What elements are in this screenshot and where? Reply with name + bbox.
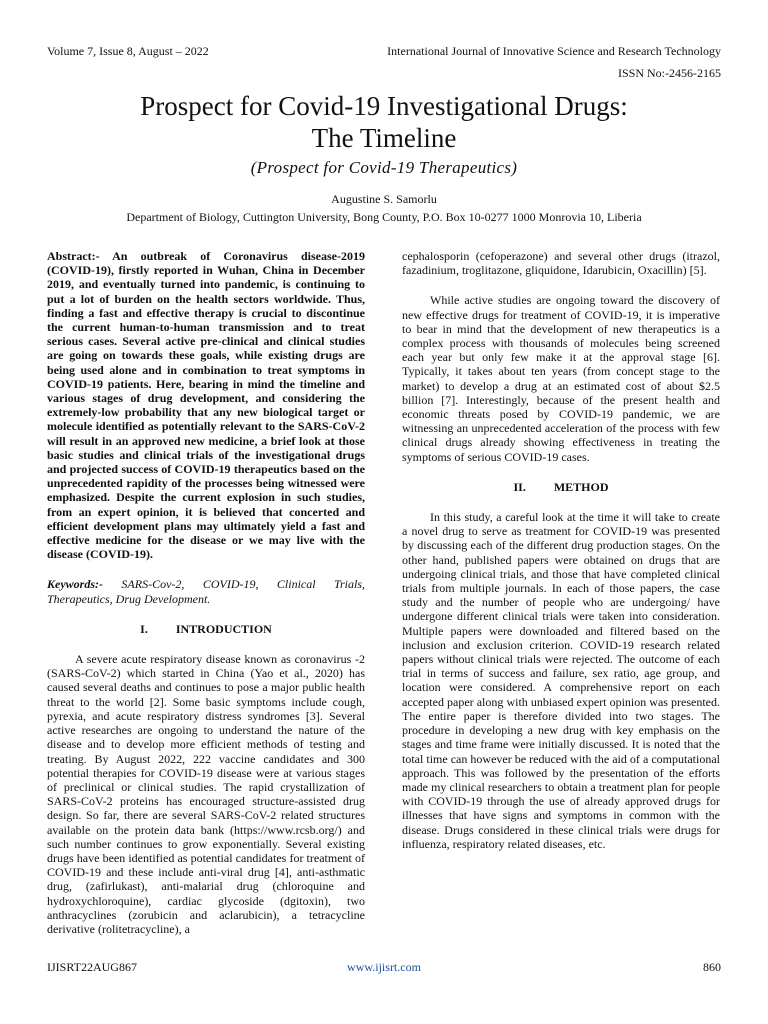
author-affiliation: Department of Biology, Cuttington University, Bong County, P.O. Box 10-0277 1000 Monrovia 10, Liberia bbox=[126, 210, 642, 224]
introduction-paragraph: A severe acute respiratory disease known as coronavirus -2 (SARS-CoV-2) which started in China (Yao et al., 2020) has caused several deaths and continues to pose a major public health threat to the world [2]. Some basic symptoms include cough, pyrexia, and acute respiratory distress syndromes [3]. Several active researches are ongoing to understand the nature of the disease and to develop more efficient methods of testing and treating. By August 2022, 222 vaccine candidates and 300 potential therapies for COVID-19 disease were at various stages of preclinical or clinical studies. The rapid crystallization of SARS-CoV-2 proteins has encouraged structure-assisted drug design. So far, there are several SARS-CoV-2 related structures available on the protein data bank (https://www.rcsb.org/) and such number continues to grow exponentially. Several existing drugs have been identified as potential candidates for treatment of COVID-19 and these include anti-viral drug [4], anti-asthmatic drug, (zafirlukast), anti-malarial drug (chloroquine and hydroxychloroquine), cardiac glycoside (dgitoxin), two anthracyclines (zorubicin and aclarubicin), a tetracycline derivative (rolitetracycline), a bbox=[47, 652, 365, 936]
paper-title bbox=[40, 90, 728, 154]
introduction-paragraph-2: While active studies are ongoing toward the discovery of new effective drugs for treatment of COVID-19, it is imperative to bear in mind that the development of new therapeutics is a complex process with thousands of molecules being screened each year but only few make it at the approval stage [6]. Typically, it takes about ten years (from concept stage to the market) to develop a drug at an estimated cost of about $2.5 billion [7]. Interestingly, because of the present health and economic threats posed by COVID-19 pandemic, we are witnessing an unprecedented acceleration of the process with few clinical drugs already showing effectiveness in treating the symptoms of serious COVID-19 cases. bbox=[402, 293, 720, 464]
paper-title-line2: The Timeline bbox=[311, 123, 457, 153]
section-title: INTRODUCTION bbox=[175, 621, 272, 636]
paper-subtitle: (Prospect for Covid-19 Therapeutics) bbox=[250, 158, 518, 177]
footer-article-id: IJISRT22AUG867 bbox=[47, 960, 137, 974]
method-paragraph: In this study, a careful look at the time it will take to create a novel drug to serve as treatment for COVID-19 was presented by discussing each of the different drug production stages. On the other hand, published papers were obtained on drugs that are undergoing clinical trials, and those that have completed clinical trials from multiple journals. In each of those papers, the case study and the number of people who are undergoing/ have undergone different clinical trials were taken into consideration. Multiple papers were downloaded and filtered based on the inclusion and exclusion criterion. COVID-19 research related papers without clinical trials were rejected. The outcome of each trial in terms of success and failure, sex ratio, age group, and location were considered. A comprehensive report on each accepted paper along with unbiased expert opinion was presented. The entire paper is therefore divided into two stages. The procedure in developing a new drug with key emphasis on the stages and time frame were initially discussed. It is noted that the total time can however be reduced with the aid of a computational approach. This was followed by the presentation of the efforts made my clinical researchers to obtain a treatment plan for people with COVID-19 through the use of already approved drugs for illnesses that have signs and symptoms in common with the disease. Drugs considered in these clinical trials were drugs for influenza, respiratory related diseases, etc. bbox=[402, 510, 720, 851]
running-header-journal: International Journal of Innovative Science and Research Technology bbox=[387, 44, 721, 58]
running-header-volume: Volume 7, Issue 8, August – 2022 bbox=[47, 44, 209, 58]
right-column bbox=[402, 249, 720, 851]
keywords bbox=[47, 577, 365, 605]
abstract: Abstract:- An outbreak of Coronavirus disease-2019 (COVID-19), firstly reported in Wuhan, China in December 2019, and eventually turned into pandemic, is continuing to put a lot of burden on the health sectors worldwide. Thus, finding a fast and effective therapy is crucial to discontinue the current human-to-human transmission and to treat serious cases. Several active pre-clinical and clinical studies are going on towards these goals, while existing drugs are being used alone and in combination to treat symptoms in COVID-19 patients. Here, bearing in mind the timeline and various stages of drug development, and considering the extremely-low probability that any new biological target or molecule identified as potentially relevant to the SARS-CoV-2 will result in an approved new medicine, a brief look at those basic studies and clinical trials of the investigational drugs and projected success of COVID-19 therapeutics based on the unprecedented rapidity of the processes being witnessed were emphasized. Despite the current explosion in such studies, from an expert opinion, it is believed that concerted and efficient development plans may ultimately yield a fast and effective medicine for the disease or we may live with the disease (COVID-19). bbox=[47, 249, 365, 562]
left-column bbox=[47, 249, 365, 936]
keywords-label: Keywords:- bbox=[47, 577, 103, 592]
keywords-text: SARS-Cov-2, COVID-19, Clinical Trials, Therapeutics, Drug Development. bbox=[47, 577, 366, 606]
paper-title-line1: Prospect for Covid-19 Investigational Drugs: bbox=[140, 91, 628, 121]
section-number: II. bbox=[513, 479, 526, 494]
running-header-issn: ISSN No:-2456-2165 bbox=[617, 66, 721, 80]
footer-url-link[interactable]: www.ijisrt.com bbox=[347, 960, 421, 974]
title-block bbox=[40, 90, 728, 225]
section-number: I. bbox=[140, 621, 148, 636]
author-name: Augustine S. Samorlu bbox=[331, 192, 437, 206]
footer-page-number: 860 bbox=[703, 960, 721, 974]
introduction-continuation: cephalosporin (cefoperazone) and several other drugs (itrazol, fazadinium, troglitazone, gliquidone, Idarubicin, Oxacillin) [5]. bbox=[402, 249, 720, 278]
section-title: METHOD bbox=[553, 479, 609, 494]
section-heading-introduction bbox=[47, 622, 365, 636]
section-heading-method bbox=[402, 480, 720, 494]
